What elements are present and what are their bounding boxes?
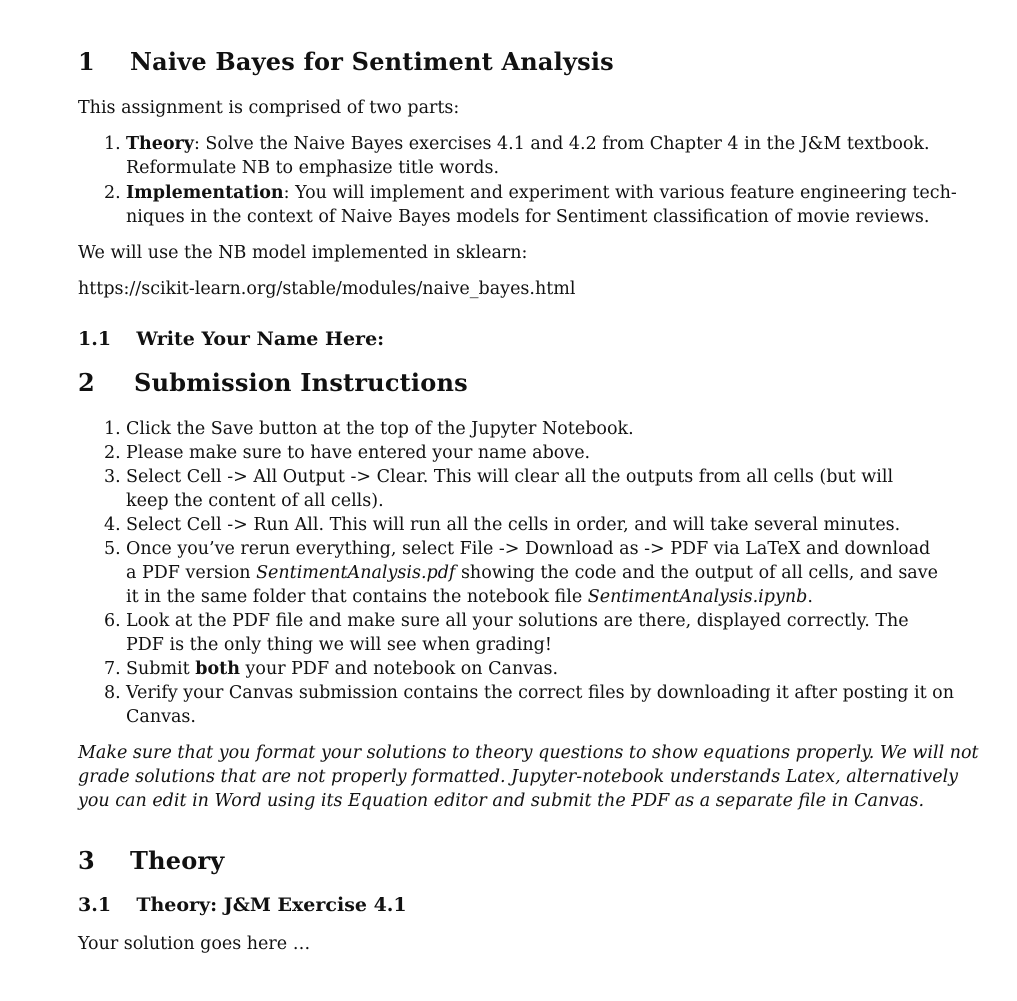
- section-heading-2: [78, 368, 468, 397]
- section-heading-1: [78, 47, 614, 76]
- section-number: 1: [78, 47, 95, 76]
- list-number: 1.: [104, 134, 121, 154]
- instruction-text: Look at the PDF file and make sure all your solutions are there, displayed correctly. The: [126, 611, 909, 631]
- list-item-text-continued: Reformulate NB to emphasize title words.: [126, 158, 500, 178]
- sklearn-link[interactable]: https://scikit-learn.org/stable/modules/naive_bayes.html: [78, 279, 576, 299]
- section-number: 2: [78, 368, 95, 397]
- format-note-line: you can edit in Word using its Equation editor and submit the PDF as a separate file in Canvas.: [78, 791, 925, 811]
- list-number: 6.: [104, 611, 121, 631]
- instruction-text: Once you’ve rerun everything, select File -> Download as -> PDF via LaTeX and download: [126, 539, 931, 559]
- section-number: 3: [78, 846, 95, 875]
- list-item-text: [126, 132, 930, 156]
- text-run: showing the code and the output of all cells, and save: [455, 563, 938, 583]
- instruction-text: Select Cell -> All Output -> Clear. This will clear all the outputs from all cells (but will: [126, 467, 894, 487]
- part-label: Theory: [126, 134, 194, 154]
- subsection-heading-3-1: [78, 894, 407, 916]
- instruction-text-continued: [126, 585, 813, 609]
- instruction-text-continued: PDF is the only thing we will see when grading!: [126, 635, 552, 655]
- list-number: 8.: [104, 683, 121, 703]
- list-number: 1.: [104, 419, 121, 439]
- part-label: Implementation: [126, 183, 284, 203]
- instruction-text: Verify your Canvas submission contains the correct files by downloading it after posting it on: [126, 683, 954, 703]
- instruction-text-continued: keep the content of all cells).: [126, 491, 384, 511]
- instruction-text: Select Cell -> Run All. This will run all the cells in order, and will take several minutes.: [126, 515, 901, 535]
- list-item: [104, 132, 121, 156]
- text-run: .: [807, 587, 813, 607]
- instruction-text: Please make sure to have entered your name above.: [126, 443, 591, 463]
- subsection-heading-1-1: [78, 328, 384, 350]
- section-title: Naive Bayes for Sentiment Analysis: [130, 47, 614, 76]
- pdf-filename: SentimentAnalysis.pdf: [256, 563, 456, 583]
- nb-sentence: We will use the NB model implemented in sklearn:: [78, 243, 528, 263]
- list-number: 2.: [104, 183, 121, 203]
- instruction-text: [126, 657, 558, 681]
- section-number: 1.1: [78, 328, 112, 350]
- text-run: a PDF version: [126, 563, 257, 583]
- section-title: Theory: [130, 846, 225, 875]
- format-note-line: Make sure that you format your solutions to theory questions to show equations properly. We will not: [78, 743, 979, 763]
- section-title: Write Your Name Here:: [136, 328, 385, 350]
- emphasis-both: both: [195, 659, 240, 679]
- part-description: : You will implement and experiment with various feature engineering tech-: [283, 183, 957, 203]
- format-note-line: grade solutions that are not properly formatted. Jupyter-notebook understands Latex, alternatively: [78, 767, 959, 787]
- instruction-text: Click the Save button at the top of the Jupyter Notebook.: [126, 419, 634, 439]
- list-number: 4.: [104, 515, 121, 535]
- list-item: [104, 181, 121, 205]
- section-title: Theory: J&M Exercise 4.1: [136, 894, 407, 916]
- text-run: your PDF and notebook on Canvas.: [239, 659, 559, 679]
- solution-placeholder[interactable]: Your solution goes here …: [78, 934, 311, 954]
- list-item-text-continued: niques in the context of Naive Bayes models for Sentiment classification of movie reviews.: [126, 207, 930, 227]
- section-heading-3: [78, 846, 224, 875]
- section-number: 3.1: [78, 894, 112, 916]
- list-item-text: [126, 181, 957, 205]
- text-run: it in the same folder that contains the notebook file: [126, 587, 588, 607]
- intro-paragraph: This assignment is comprised of two parts:: [78, 98, 460, 118]
- list-number: 7.: [104, 659, 121, 679]
- part-description: : Solve the Naive Bayes exercises 4.1 and 4.2 from Chapter 4 in the J&M textbook.: [193, 134, 930, 154]
- list-number: 2.: [104, 443, 121, 463]
- section-title: Submission Instructions: [134, 368, 468, 397]
- text-run: Submit: [126, 659, 196, 679]
- list-number: 5.: [104, 539, 121, 559]
- notebook-filename: SentimentAnalysis.ipynb: [587, 587, 808, 607]
- instruction-text-continued: [126, 561, 938, 585]
- list-number: 3.: [104, 467, 121, 487]
- instruction-text-continued: Canvas.: [126, 707, 196, 727]
